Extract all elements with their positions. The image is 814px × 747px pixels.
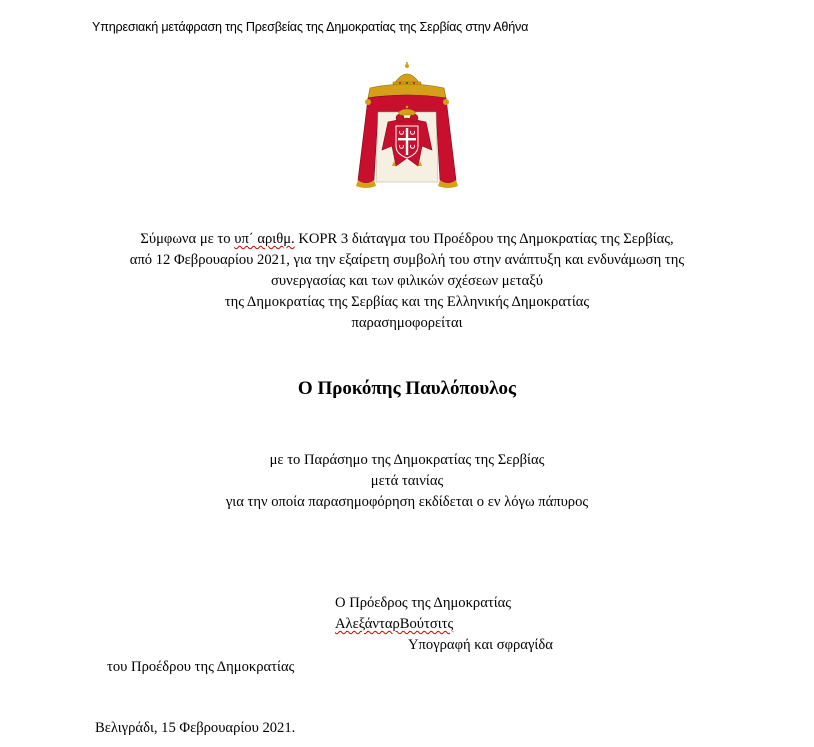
decree-line-5: παρασημοφορείται: [351, 315, 463, 331]
top-crown-icon: [393, 62, 421, 87]
decree-line-4: της Δημοκρατίας της Σερβίας και της Ελληνικής Δημοκρατίας: [224, 294, 590, 310]
place-date: Βελιγράδι, 15 Φεβρουαρίου 2021.: [95, 720, 296, 736]
decree-line-3: συνεργασίας και των φιλικών σχέσεων μεταξύ: [271, 273, 543, 289]
of-president-label: του Προέδρου της Δημοκρατίας: [107, 659, 295, 675]
decree-line-1: [0, 229, 814, 250]
decree-line-2: από 12 Φεβρουαρίου 2021, για την εξαίρετη συμβολή του στην ανάπτυξη και ενδυνάμωση της: [129, 252, 685, 268]
recipient-name: Ο Προκόπης Παυλόπουλος: [297, 378, 517, 399]
decree-text: [0, 229, 814, 334]
decree-line-1-prefix: Σύμφωνα με το: [140, 231, 235, 247]
president-title: Ο Πρόεδρος της Δημοκρατίας: [335, 595, 512, 611]
decree-line-1-suffix: KOPR 3 διάταγμα του Προέδρου της Δημοκρατίας της Σερβίας,: [294, 231, 674, 247]
shield-icon: [396, 126, 418, 158]
award-line-1: με το Παράσημο της Δημοκρατίας της Σερβίας: [269, 452, 545, 468]
award-line-3: για την οποία παρασημοφόρηση εκδίδεται ο εν λόγω πάπυρος: [225, 494, 589, 510]
decree-number-abbrev: υπ΄ αριθμ.: [234, 231, 295, 247]
translation-note: Υπηρεσιακή μετάφραση της Πρεσβείας της Δημοκρατίας της Σερβίας στην Αθήνα: [92, 20, 529, 34]
award-text: [0, 450, 814, 513]
president-name: [335, 616, 453, 633]
award-line-2: μετά ταινίας: [370, 473, 444, 489]
coat-of-arms-image: [352, 62, 462, 194]
president-name-text: ΑλεξάνταρΒούτσιτς: [335, 616, 454, 632]
signature-label: Υπογραφή και σφραγίδα: [408, 637, 553, 653]
